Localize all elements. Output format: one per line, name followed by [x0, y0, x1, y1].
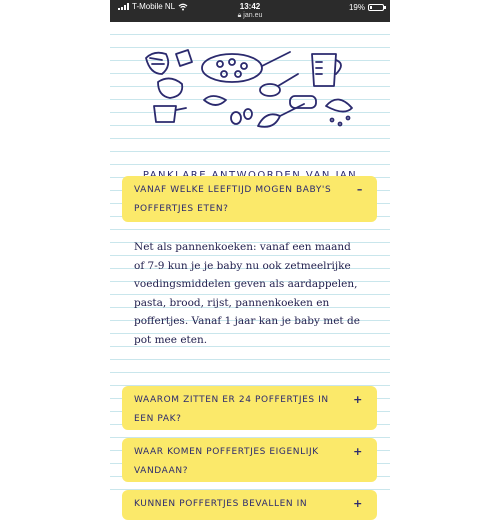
battery-icon [368, 4, 384, 11]
faq-question-2[interactable] [122, 386, 377, 430]
phone-screen [110, 0, 390, 510]
url-bar[interactable] [110, 12, 390, 20]
collapse-icon[interactable]: – [356, 183, 363, 196]
status-bar [110, 0, 390, 22]
battery-percent: 19% [348, 3, 365, 12]
cooking-illustration [140, 44, 360, 136]
clock: 13:42 [239, 2, 261, 11]
faq-question-3[interactable] [122, 438, 377, 482]
expand-icon[interactable]: + [353, 393, 363, 406]
faq-question-2-text: WAAROM ZITTEN ER 24 POFFERTJES IN EEN PAK? [134, 395, 329, 424]
faq-question-3-text: WAAR KOMEN POFFERTJES EIGENLIJK VANDAAN? [134, 447, 319, 476]
faq-question-1[interactable] [122, 176, 377, 222]
battery-group [349, 3, 384, 12]
expand-icon[interactable]: + [353, 497, 363, 510]
faq-question-1-text: VANAF WELKE LEEFTIJD MOGEN BABY'S POFFERTJES ETEN? [134, 185, 332, 214]
faq-question-4-text: KUNNEN POFFERTJES BEVALLEN IN [134, 499, 308, 509]
carrier-label: T-Mobile NL [132, 2, 176, 11]
battery-fill [370, 6, 372, 9]
lock-icon: 🔒︎ [237, 12, 242, 19]
expand-icon[interactable]: + [353, 445, 363, 458]
url-text: jan.eu [243, 12, 263, 19]
faq-answer-1: Net als pannenkoeken: vanaf een maand of 7-9 kun je je baby nu ook zetmeelrijke voedingsmiddelen geven als aardappelen, pasta, brood, rijst, pannenkoeken en poffertjes. Vanaf 1 jaar kan je baby met de pot mee eten. [134, 241, 360, 346]
faq-question-4[interactable] [122, 490, 377, 520]
